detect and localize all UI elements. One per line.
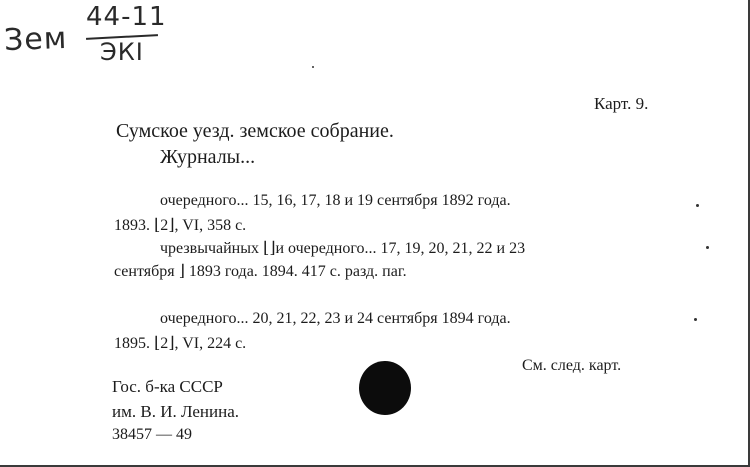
punch-hole xyxy=(359,361,411,415)
entry-line: 1893. ⌊2⌋, VI, 358 с. xyxy=(114,217,247,234)
card-number: Карт. 9. xyxy=(594,94,649,113)
card-subtitle: Журналы... xyxy=(160,146,256,168)
library-stamp-line-2: им. В. И. Ленина. xyxy=(112,402,240,421)
entry-line: сентября ⌋ 1893 года. 1894. 417 с. разд. паг. xyxy=(114,263,407,280)
handwritten-shelf-number: 44-11 xyxy=(86,2,167,32)
ink-speck xyxy=(694,318,697,321)
ink-speck xyxy=(696,204,699,207)
library-stamp-line-3: 38457 — 49 xyxy=(112,426,192,443)
handwritten-shelf-sub: ЭКІ xyxy=(100,38,144,66)
handwritten-category: Зем xyxy=(3,20,68,59)
library-stamp-line-1: Гос. б-ка СССР xyxy=(112,377,223,396)
ink-speck xyxy=(312,66,314,68)
card-title: Сумское уезд. земское собрание. xyxy=(116,120,394,142)
entry-line: очередного... 20, 21, 22, 23 и 24 сентября 1894 года. xyxy=(160,310,511,327)
entry-line: чрезвычайных ⌊⌋и очередного... 17, 19, 20, 21, 22 и 23 xyxy=(160,240,526,257)
entry-line: 1895. ⌊2⌋, VI, 224 с. xyxy=(114,335,247,352)
entry-line: очередного... 15, 16, 17, 18 и 19 сентября 1892 года. xyxy=(160,192,511,209)
ink-speck xyxy=(706,246,709,249)
see-next-card-note: См. след. карт. xyxy=(522,357,622,374)
